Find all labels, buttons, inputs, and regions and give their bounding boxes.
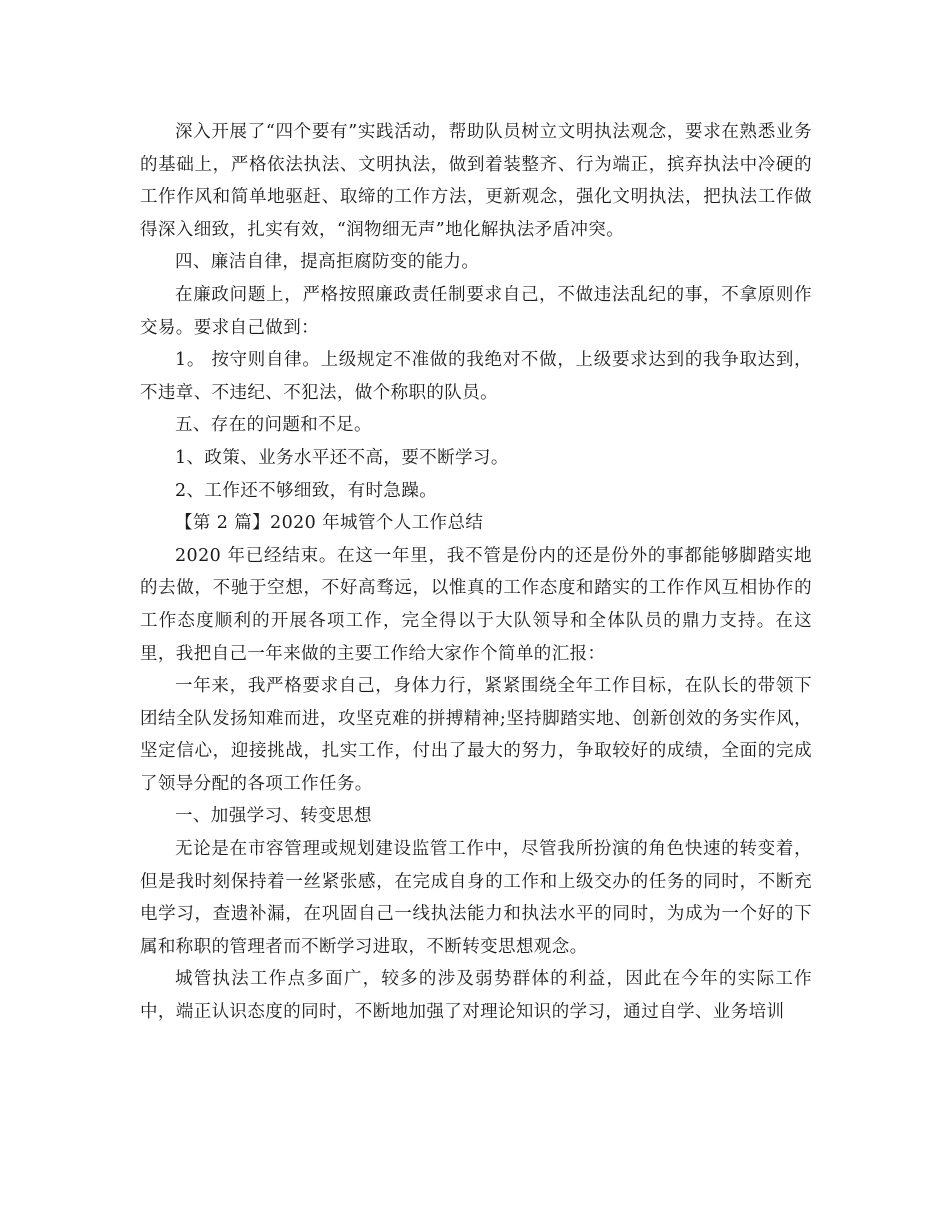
paragraph-year-summary: 一年来，我严格要求自己，身体力行，紧紧围绕全年工作目标，在队长的带领下团结全队发扬知难而进，攻坚克难的拼搏精神;坚持脚踏实地、创新创效的务实作风，坚定信心，迎接挑战，扎实工作，付出了最大的努力，争取较好的成绩，全面的完成了领导分配的各项工作任务。	[140, 676, 812, 794]
section-heading-learning: 一、加强学习、转变思想	[175, 806, 372, 827]
list-item-problem-2: 2、工作还不够细致，有时急躁。	[175, 480, 438, 501]
list-item-problem-1: 1、政策、业务水平还不高，要不断学习。	[175, 447, 509, 468]
paragraph-learning: 无论是在市容管理或规划建设监管工作中，尽管我所扮演的角色快速的转变着，但是我时刻保持着一丝紧张感，在完成自身的工作和上级交办的任务的同时，不断充电学习，查遗补漏，在巩固自己一线执法能力和执法水平的同时，为成为一个好的下属和称职的管理者而不断学习进取，不断转变思想观念。	[140, 839, 812, 957]
paragraph-enforcement-scope: 城管执法工作点多面广，较多的涉及弱势群体的利益，因此在今年的实际工作中，端正认识态度的同时，不断地加强了对理论知识的学习，通过自学、业务培训	[140, 969, 812, 1023]
paragraph-integrity: 在廉政问题上，严格按照廉政责任制要求自己，不做违法乱纪的事，不拿原则作交易。要求自己做到：	[140, 284, 812, 338]
paragraph-civil-enforcement: 深入开展了“四个要有”实践活动，帮助队员树立文明执法观念，要求在熟悉业务的基础上，严格依法执法、文明执法，做到着装整齐、行为端正，摈弃执法中冷硬的工作作风和简单地驱赶、取缔的工作方法，更新观念，强化文明执法，把执法工作做得深入细致，扎实有效，“润物细无声”地化解执法矛盾冲突。	[140, 122, 812, 240]
list-item-self-discipline: 1。 按守则自律。上级规定不准做的我绝对不做，上级要求达到的我争取达到，不违章、不违纪、不犯法，做个称职的队员。	[140, 350, 812, 403]
section-heading-integrity: 四、廉洁自律，提高拒腐防变的能力。	[175, 252, 480, 273]
section-heading-problems: 五、存在的问题和不足。	[175, 415, 372, 436]
paragraph-year-review: 2020 年已经结束。在这一年里，我不管是份内的还是份外的事都能够脚踏实地的去做，不驰于空想，不好高骛远，以惟真的工作态度和踏实的工作作风互相协作的工作态度顺利的开展各项工作，完全得以于大队领导和全体队员的鼎力支持。在这里，我把自己一年来做的主要工作给大家作个简单的汇报：	[140, 545, 812, 664]
document-body	[140, 116, 812, 1029]
article-title-2: 【第 2 篇】2020 年城管个人工作总结	[175, 513, 484, 534]
